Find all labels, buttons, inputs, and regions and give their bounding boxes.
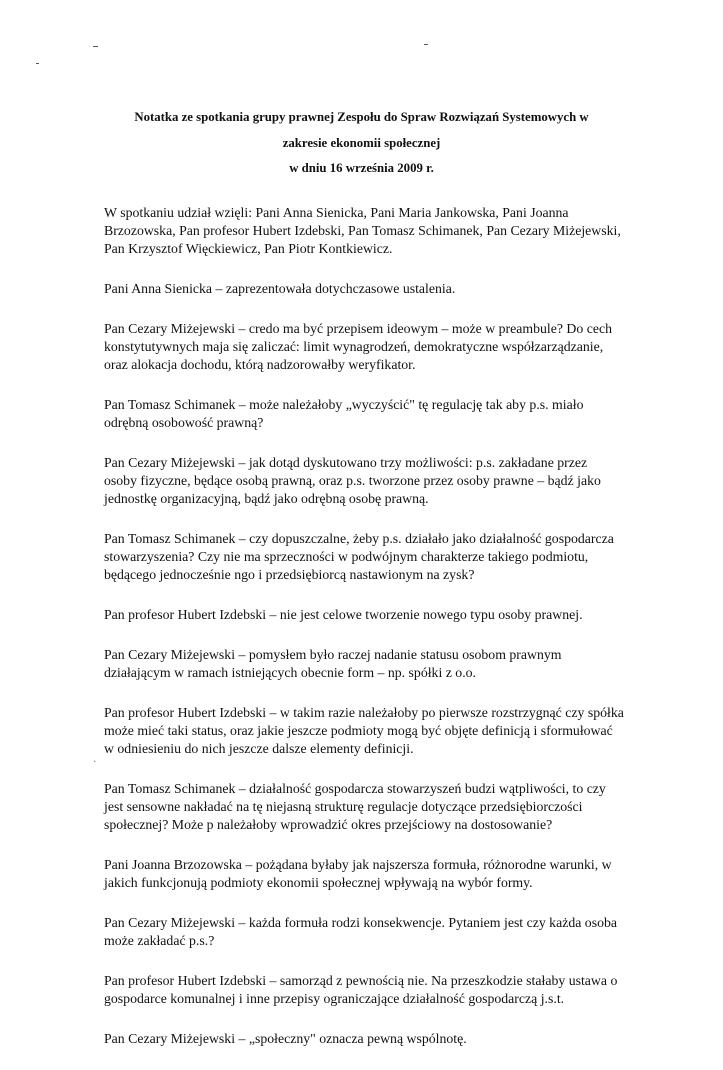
scan-speck [36, 63, 39, 64]
statement-paragraph: Pan Cezary Miżejewski – pomysłem było raczej nadanie statusu osobom prawnym działającym w ramach istniejących obecnie form – np. spółki z o.o. [104, 647, 562, 680]
statement-paragraph: Pan Tomasz Schimanek – może należałoby „wyczyścić" tę regulację tak aby p.s. miało odrębną osobowość prawną? [104, 397, 584, 430]
title-line: zakresie ekonomii społecznej [282, 136, 441, 150]
statement-paragraph: Pan Tomasz Schimanek – czy dopuszczalne, żeby p.s. działało jako działalność gospodarcza stowarzyszenia? Czy nie ma sprzeczności w podwójnym charakterze takiego podmiotu, będącego jednocześnie ngo i przedsiębiorcą nastawionym na zysk? [104, 531, 614, 582]
statement-paragraph: Pan Cezary Miżejewski – credo ma być przepisem ideowym – może w preambule? Do cech konstytutywnych maja się zaliczać: limit wynagrodzeń, demokratyczne współzarządzanie, oraz alokacja dochodu, którą nadzorowałby weryfikator. [104, 321, 612, 372]
statement-paragraph: Pan Cezary Miżejewski – „społeczny" oznacza pewną wspólnotę. [104, 1031, 467, 1046]
statement-paragraph: Pani Joanna Brzozowska – pożądana byłaby jak najszersza formuła, różnorodne warunki, w jakich funkcjonują podmioty ekonomii społecznej wpływają na wybór formy. [104, 857, 612, 890]
statement-paragraph: Pan Tomasz Schimanek – działalność gospodarcza stowarzyszeń budzi wątpliwości, to czy jest sensowne nakładać na tę niejasną strukturę regulacje dotyczące przedsiębiorczości społecznej? Może p należałoby wprowadzić okres przejściowy na dostosowanie? [104, 781, 606, 832]
statement-paragraph: Pani Anna Sienicka – zaprezentowała dotychczasowe ustalenia. [104, 281, 456, 296]
document-body [104, 204, 624, 1070]
statement-paragraph: Pan Cezary Miżejewski – każda formuła rodzi konsekwencje. Pytaniem jest czy każda osoba może zakładać p.s.? [104, 915, 617, 948]
attendees-paragraph: W spotkaniu udział wzięli: Pani Anna Sienicka, Pani Maria Jankowska, Pani Joanna Brzozowska, Pan profesor Hubert Izdebski, Pan Tomasz Schimanek, Pan Cezary Miżejewski, Pan Krzysztof Więckiewicz, Pan Piotr Kontkiewicz. [104, 205, 621, 256]
title-line: w dniu 16 września 2009 r. [289, 161, 434, 175]
statement-paragraph: Pan profesor Hubert Izdebski – samorząd z pewnością nie. Na przeszkodzie stałaby ustawa o gospodarce komunalnej i inne przepisy ograniczające działalność gospodarczą j.s.t. [104, 973, 618, 1006]
scan-speck [424, 44, 428, 45]
scan-speck [93, 46, 98, 47]
statement-paragraph: Pan Cezary Miżejewski – jak dotąd dyskutowano trzy możliwości: p.s. zakładane przez osoby fizyczne, będące osobą prawną, oraz p.s. tworzone przez osoby prawne – bądź jako jednostkę organizacyjną, bądź jako odrębną osobę prawną. [104, 455, 601, 506]
page-title [60, 110, 663, 175]
statement-paragraph: Pan profesor Hubert Izdebski – nie jest celowe tworzenie nowego typu osoby prawnej. [104, 607, 583, 622]
statement-paragraph: Pan profesor Hubert Izdebski – w takim razie należałoby po pierwsze rozstrzygnąć czy spółka może mieć taki status, oraz jakie jeszcze podmioty mogą być objęte definicją i sformułować w odniesieniu do nich jeszcze dalsze elementy definicji. [104, 705, 624, 756]
scan-speck: · [93, 757, 97, 768]
title-line: Notatka ze spotkania grupy prawnej Zespołu do Spraw Rozwiązań Systemowych w [134, 110, 589, 124]
